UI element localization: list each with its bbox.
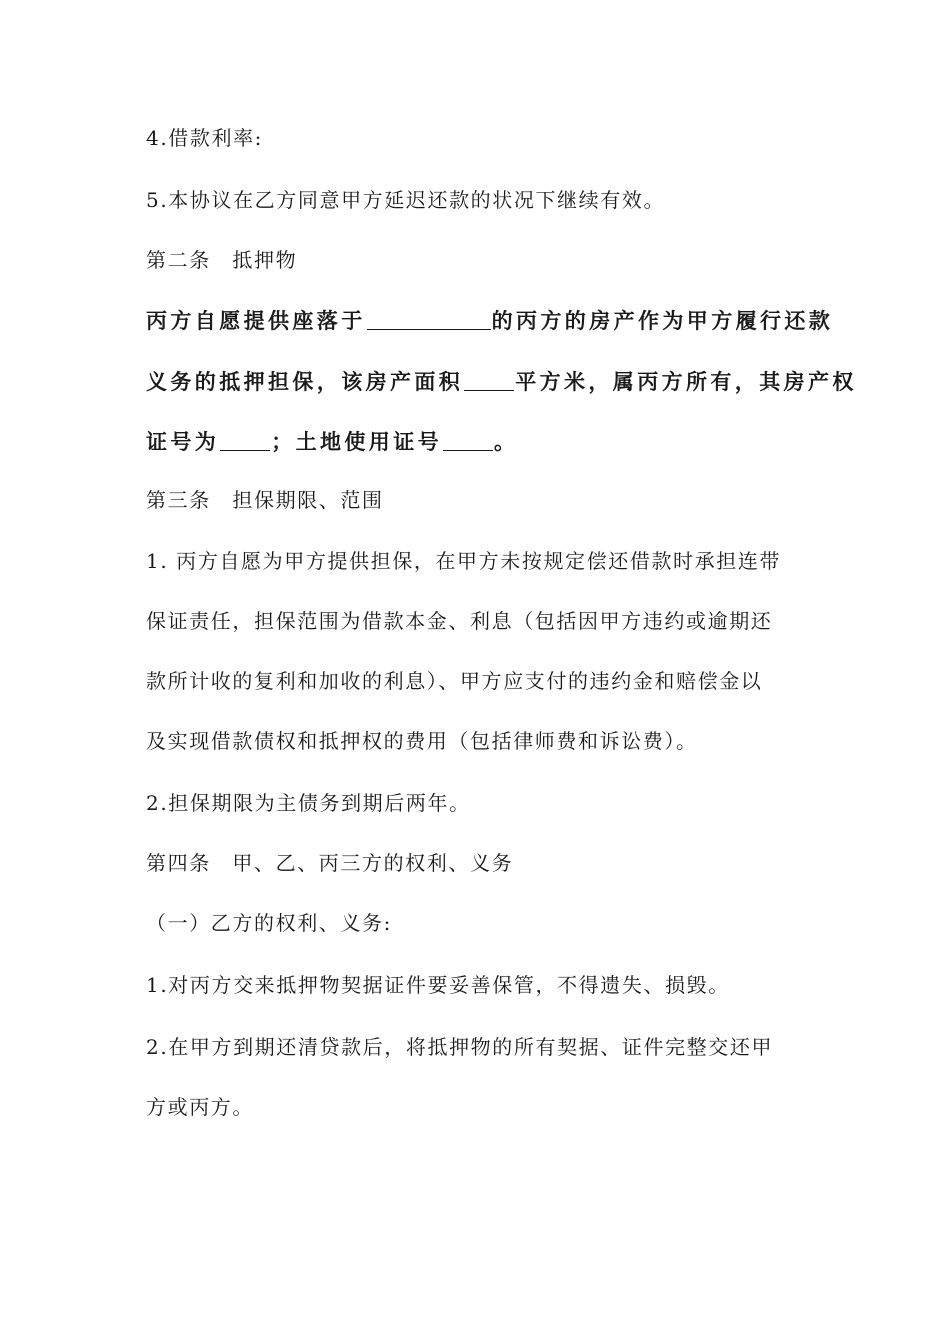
collateral-text-f: ；土地使用证号: [271, 429, 443, 454]
collateral-paragraph-line-2: [146, 370, 857, 392]
collateral-paragraph-line-3: [146, 430, 518, 452]
party-b-item-2-line-1: 2.在甲方到期还清贷款后，将抵押物的所有契据、证件完整交还甲: [146, 1035, 774, 1059]
collateral-text-g: 。: [494, 429, 519, 454]
clause-interest-rate: 4.借款利率:: [146, 126, 264, 150]
collateral-text-a: 丙方自愿提供座落于: [146, 308, 366, 333]
party-b-rights-heading: （一）乙方的权利、义务:: [146, 911, 392, 935]
article-2-heading: 第二条 抵押物: [146, 248, 298, 272]
guarantee-item-1-line-2: 保证责任，担保范围为借款本金、利息（包括因甲方违约或逾期还: [146, 609, 773, 633]
collateral-text-d: 平方米，属丙方所有，其房产权: [515, 369, 857, 394]
location-blank: [367, 309, 491, 330]
area-blank: [464, 370, 514, 391]
collateral-text-e: 证号为: [146, 429, 220, 454]
collateral-text-c: 义务的抵押担保，该房产面积: [146, 369, 464, 394]
clause-validity: 5.本协议在乙方同意甲方延迟还款的状况下继续有效。: [146, 188, 666, 212]
guarantee-item-2: 2.担保期限为主债务到期后两年。: [146, 791, 471, 815]
guarantee-item-1-line-4: 及实现借款债权和抵押权的费用（包括律师费和诉讼费）。: [146, 729, 698, 753]
guarantee-item-1-line-1: 1. 丙方自愿为甲方提供担保，在甲方未按规定偿还借款时承担连带: [146, 549, 782, 573]
collateral-paragraph-line-1: [146, 309, 833, 331]
guarantee-item-1-line-3: 款所计收的复利和加收的利息）、甲方应支付的违约金和赔偿金以: [146, 669, 763, 693]
land-cert-no-blank: [443, 430, 493, 451]
article-3-heading: 第三条 担保期限、范围: [146, 488, 384, 512]
collateral-text-b: 的丙方的房产作为甲方履行还款: [491, 308, 834, 333]
party-b-item-1: 1.对丙方交来抵押物契据证件要妥善保管，不得遗失、损毁。: [146, 973, 730, 997]
party-b-item-2-line-2: 方或丙方。: [146, 1095, 254, 1119]
article-4-heading: 第四条 甲、乙、丙三方的权利、义务: [146, 851, 514, 875]
certificate-no-blank: [220, 430, 270, 451]
